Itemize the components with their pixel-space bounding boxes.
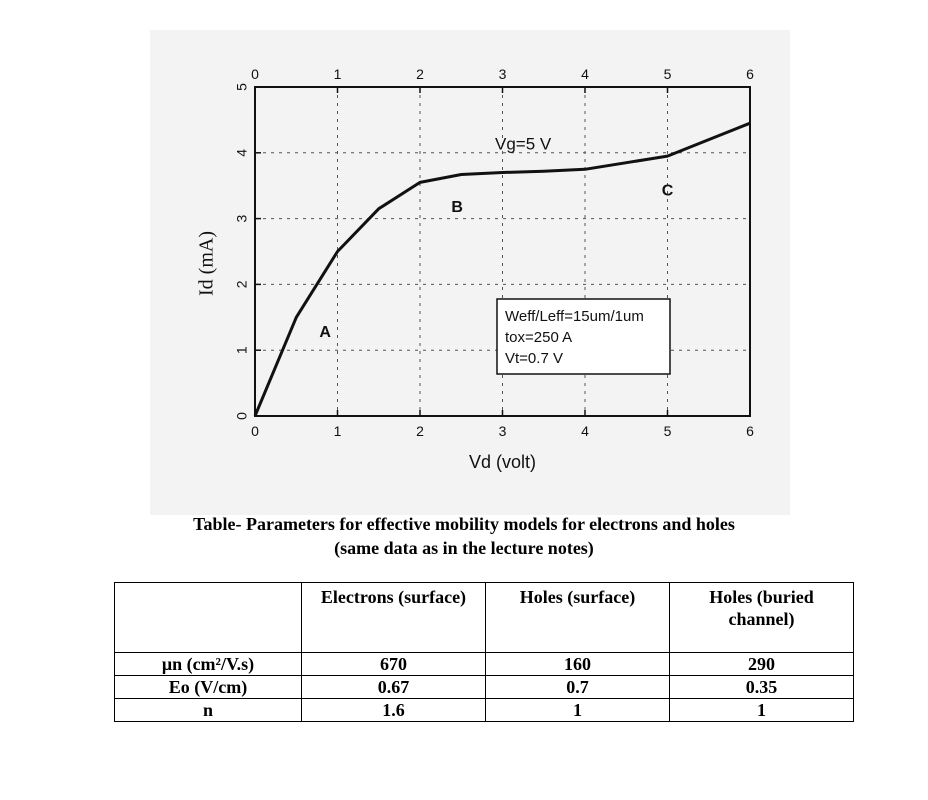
row-label-exponent: n: [115, 699, 302, 722]
table-caption-line2: (same data as in the lecture notes): [334, 538, 594, 558]
x-tick-label: 4: [581, 423, 589, 439]
y-tick-label: 5: [233, 83, 250, 91]
table-cell: 290: [669, 653, 853, 676]
x-tick-label: 0: [251, 423, 259, 439]
table-cell: 1: [669, 699, 853, 722]
y-tick-label: 1: [233, 346, 250, 355]
table-caption-line1: Table- Parameters for effective mobility models for electrons and holes: [193, 514, 735, 534]
table-row-mobility: [115, 653, 854, 676]
gate-voltage-annotation: Vg=5 V: [495, 134, 552, 154]
device-parameter-text: Weff/Leff=15um/1um: [505, 308, 644, 325]
x-top-tick-label: 2: [416, 66, 424, 82]
x-tick-label: 2: [416, 423, 424, 439]
x-top-tick-label: 4: [581, 66, 589, 82]
table-cell: 0.35: [669, 676, 853, 699]
table-cell: 1.6: [302, 699, 486, 722]
table-header-row: [115, 583, 854, 653]
table-cell: 0.7: [485, 676, 669, 699]
header-cell-holes-buried: Holes (buried channel): [669, 583, 853, 653]
device-parameter-text: tox=250 A: [505, 329, 573, 346]
x-tick-label: 6: [746, 423, 754, 439]
header-cell-electrons-surface: Electrons (surface): [302, 583, 486, 653]
x-tick-label: 5: [663, 423, 672, 439]
header-cell-empty: [115, 583, 302, 653]
y-tick-label: 3: [233, 214, 250, 223]
y-tick-label: 4: [233, 148, 250, 157]
region-label: A: [319, 324, 331, 342]
x-axis-label: Vd (volt): [468, 452, 537, 472]
table-cell: 0.67: [302, 676, 486, 699]
x-top-tick-label: 5: [663, 66, 672, 82]
x-top-tick-label: 3: [498, 66, 507, 82]
region-label: C: [661, 182, 674, 200]
table-cell: 1: [485, 699, 669, 722]
row-label-critical-field: Eo (V/cm): [115, 676, 302, 699]
table-cell: 160: [485, 653, 669, 676]
row-label-mobility: μn (cm²/V.s): [115, 653, 302, 676]
y-tick-label: 0: [233, 412, 250, 420]
table-row-critical-field: [115, 676, 854, 699]
y-axis-label: Id (mA): [195, 231, 218, 296]
x-tick-label: 3: [498, 423, 507, 439]
x-top-tick-label: 6: [746, 66, 754, 82]
x-top-tick-label: 0: [251, 66, 259, 82]
x-top-tick-label: 1: [333, 66, 342, 82]
table-row-exponent: [115, 699, 854, 722]
y-tick-label: 2: [233, 280, 250, 289]
parameters-table: [114, 582, 854, 722]
x-tick-label: 1: [333, 423, 342, 439]
table-cell: 670: [302, 653, 486, 676]
header-cell-holes-surface: Holes (surface): [485, 583, 669, 653]
region-label: B: [451, 199, 463, 217]
device-parameter-text: Vt=0.7 V: [505, 350, 563, 367]
